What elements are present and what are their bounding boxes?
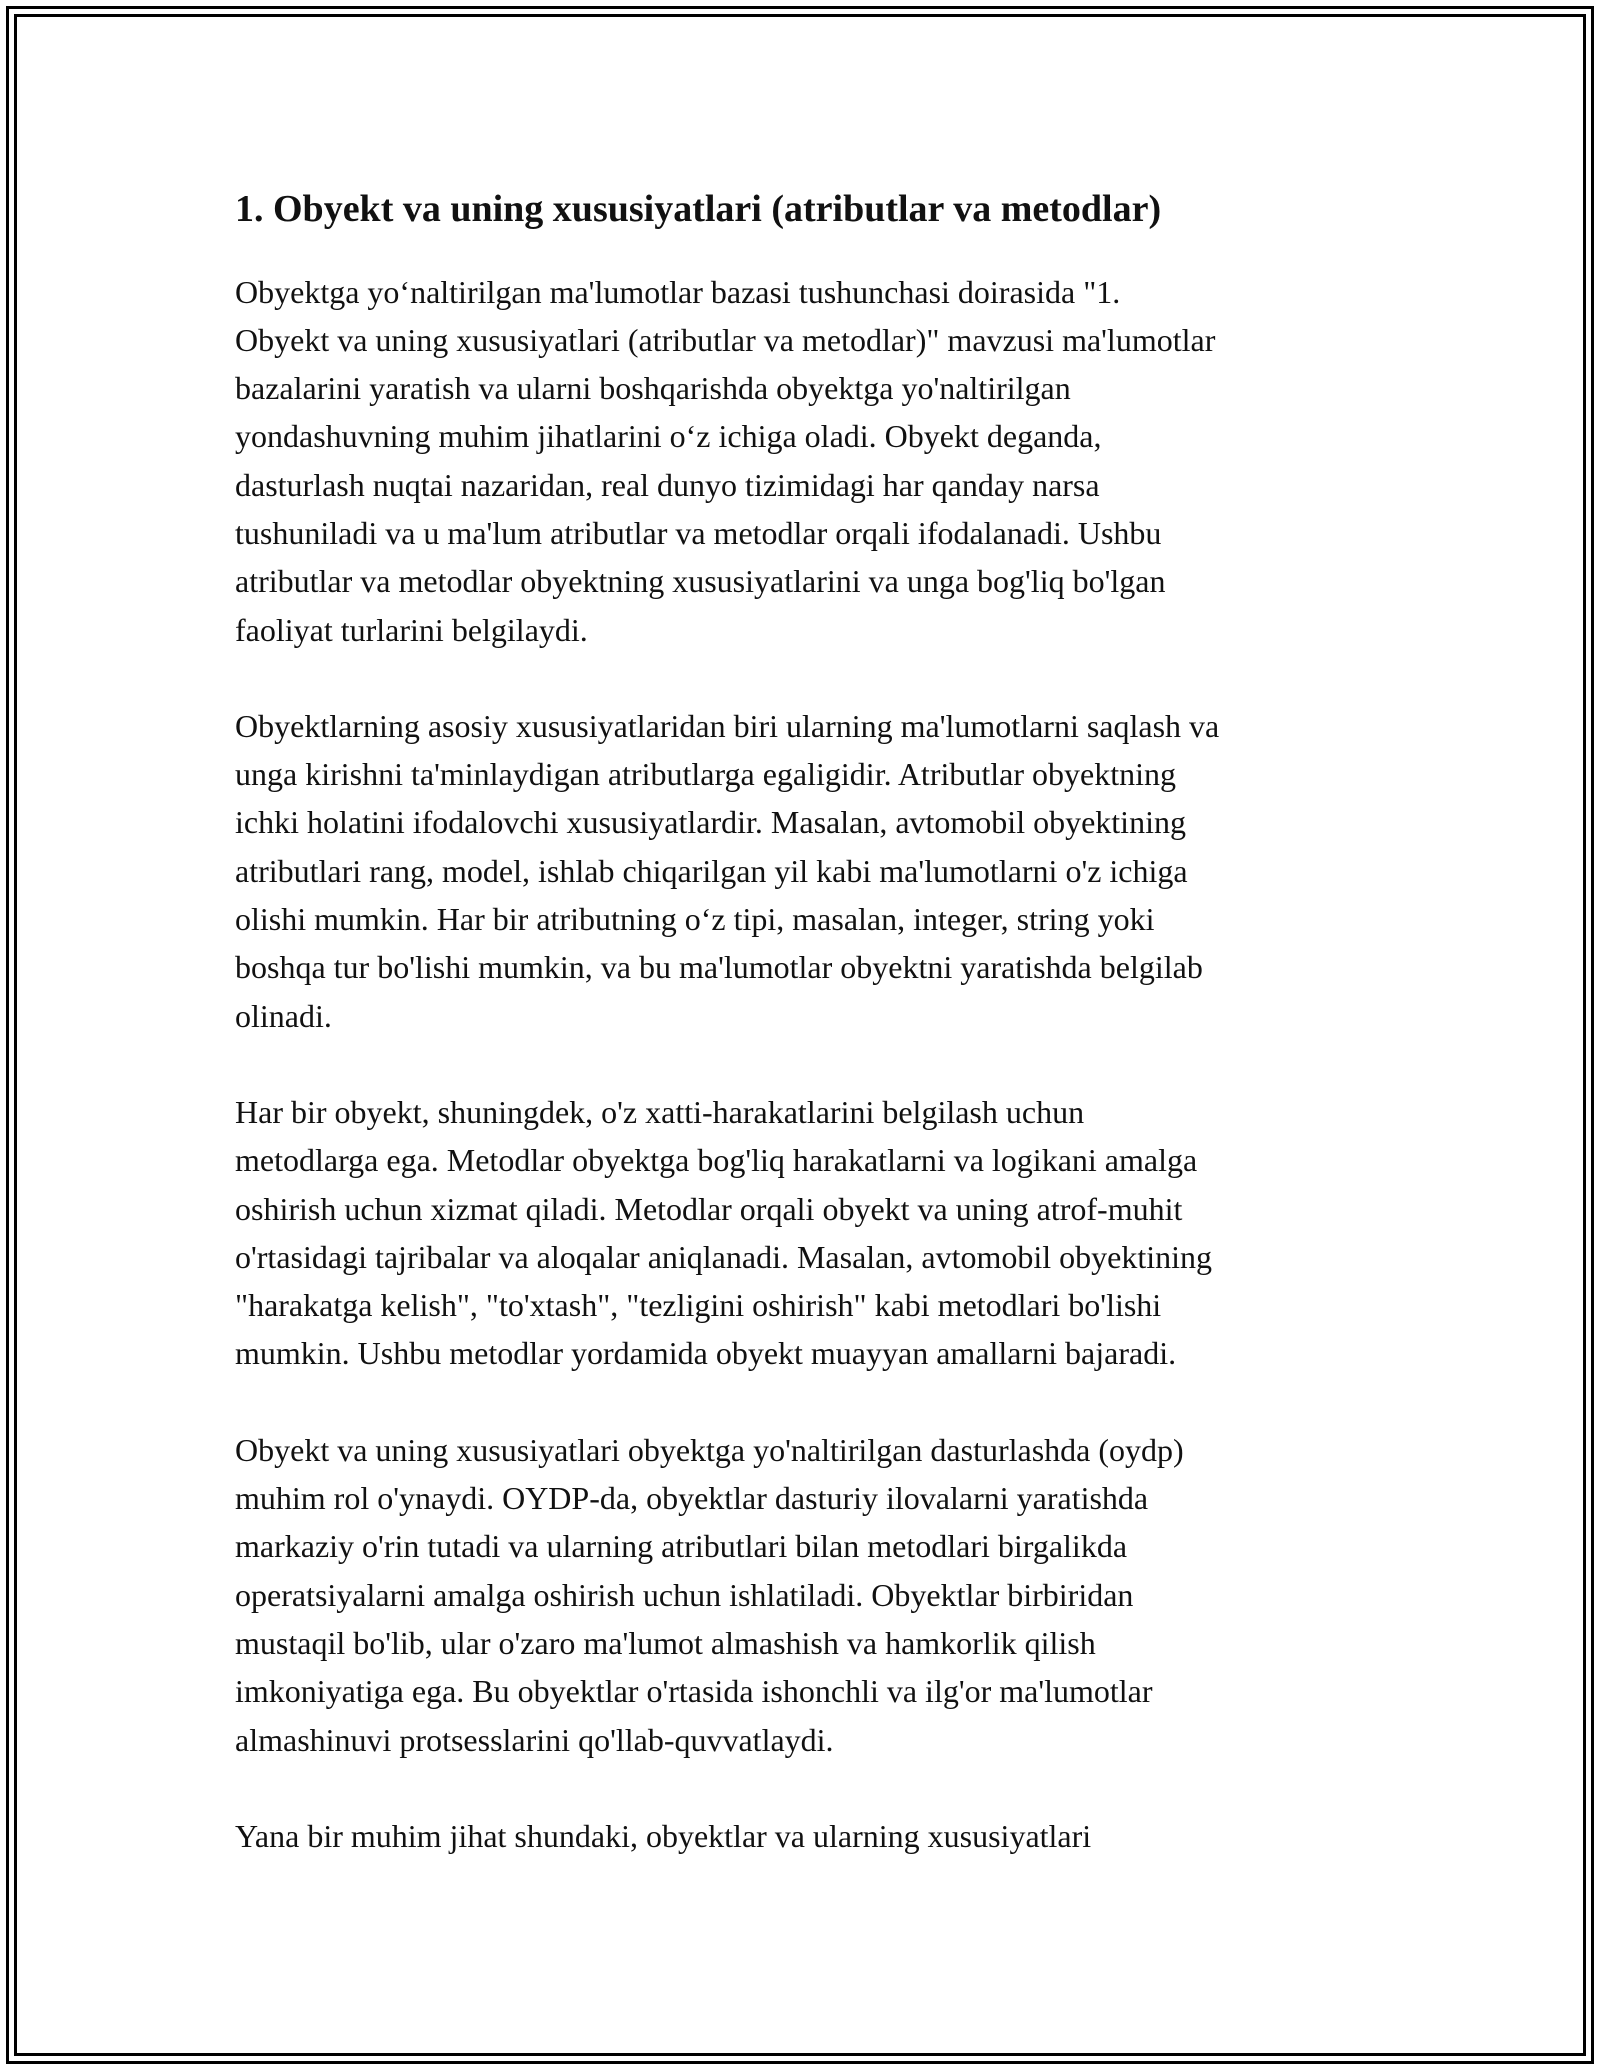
paragraph-continuation: Yana bir muhim jihat shundaki, obyektlar va ularning xususiyatlari <box>235 1817 1092 1854</box>
paragraph-methods: Har bir obyekt, shuningdek, o'z xatti-harakatlarini belgilash uchun metodlarga ega. Metodlar obyektga bog'liq harakatlarni va logikani amalga oshirish uchun xizmat qiladi. Metodlar orqali obyekt va uning atrof-muhit o'rtasidagi tajribalar va aloqalar aniqlanadi. Masalan, avtomobil obyektining "harakatga kelish", "to'xtash", "tezligini oshirish" kabi metodlari bo'lishi mumkin. Ushbu metodlar yordamida obyekt muayyan amallarni bajaradi. <box>235 1093 1213 1372</box>
document-heading: 1. Obyekt va uning xususiyatlari (atributlar va metodlar) <box>235 188 1162 230</box>
paragraph-intro: Obyektga yo‘naltirilgan ma'lumotlar bazasi tushunchasi doirasida "1. Obyekt va uning xususiyatlari (atributlar va metodlar)" mavzusi ma'lumotlar bazalarini yaratish va ularni boshqarishda obyektga yo'naltirilgan yondashuvning muhim jihatlarini o‘z ichiga oladi. Obyekt deganda, dasturlash nuqtai nazaridan, real dunyo tizimidagi har qanday narsa tushuniladi va u ma'lum atributlar va metodlar orqali ifodalanadi. Ushbu atributlar va metodlar obyektning xususiyatlarini va unga bog'liq bo'lgan faoliyat turlarini belgilaydi. <box>235 273 1216 648</box>
paragraph-oop-role: Obyekt va uning xususiyatlari obyektga yo'naltirilgan dasturlashda (oydp) muhim rol o'ynaydi. OYDP-da, obyektlar dasturiy ilovalarni yaratishda markaziy o'rin tutadi va ularning atributlari bilan metodlari birgalikda operatsiyalarni amalga oshirish uchun ishlatiladi. Obyektlar birbiridan mustaqil bo'lib, ular o'zaro ma'lumot almashish va hamkorlik qilish imkoniyatiga ega. Bu obyektlar o'rtasida ishonchli va ilg'or ma'lumotlar almashinuvi protsesslarini qo'llab-quvvatlaydi. <box>235 1431 1184 1758</box>
paragraph-attributes: Obyektlarning asosiy xususiyatlaridan biri ularning ma'lumotlarni saqlash va unga kirishni ta'minlaydigan atributlarga egaligidir. Atributlar obyektning ichki holatini ifodalovchi xususiyatlardir. Masalan, avtomobil obyektining atributlari rang, model, ishlab chiqarilgan yil kabi ma'lumotlarni o'z ichiga olishi mumkin. Har bir atributning o‘z tipi, masalan, integer, string yoki boshqa tur bo'lishi mumkin, va bu ma'lumotlar obyektni yaratishda belgilab olinadi. <box>235 707 1220 1034</box>
document-body <box>235 186 1385 1908</box>
